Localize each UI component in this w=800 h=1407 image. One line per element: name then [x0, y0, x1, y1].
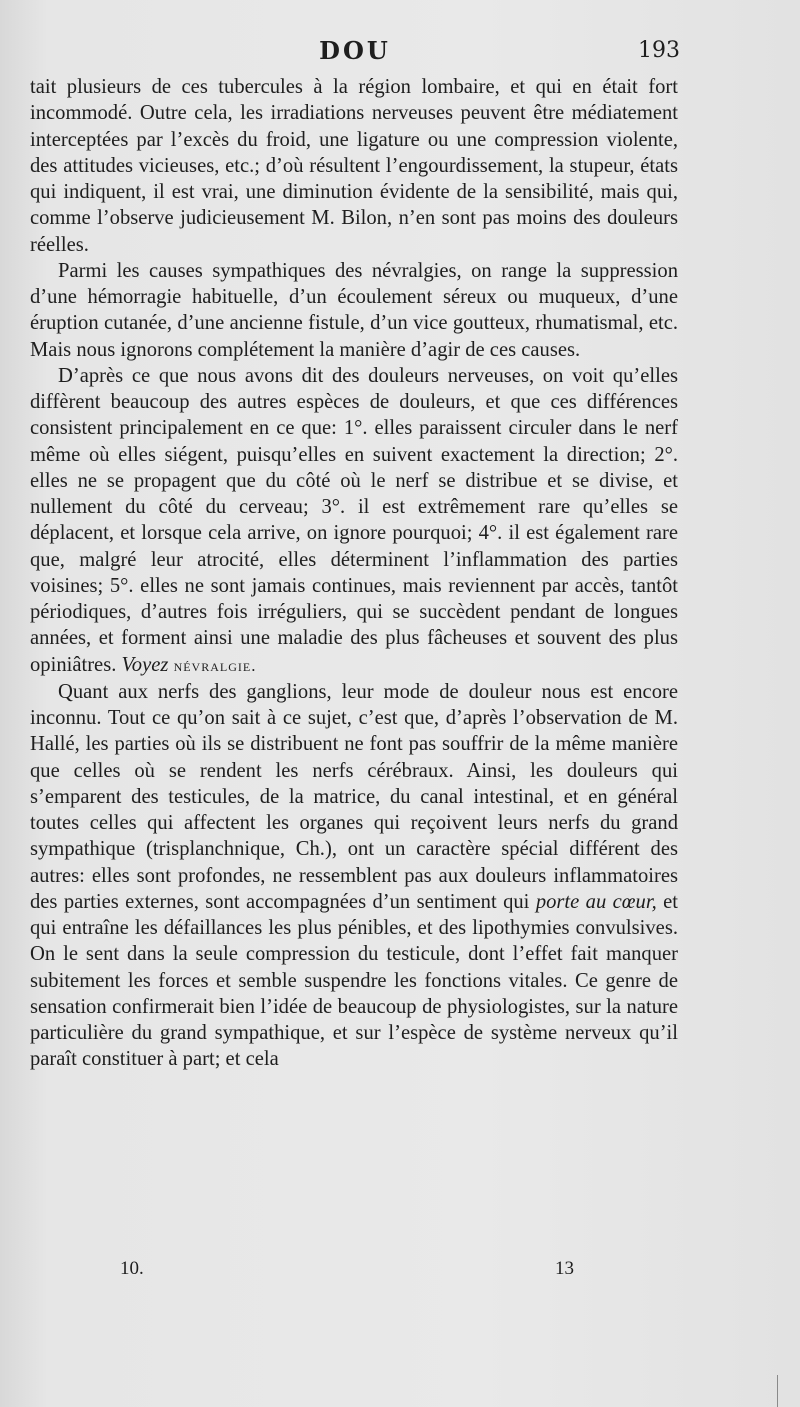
paragraph-4-text-part-2: et qui entraîne les défaillances les plus pénibles, et des lipothymies convulsives. On le sent dans la seule compression du testicule, dont l’effet fait manquer subitement les forces et semble suspendre les fonctions vitales. Ce genre de sensation confirmerait bien l’idée de beaucoup de physiologistes, sur la nature particulière du grand sympathique, et sur l’espèce de système nerveux qu’il paraît constituer à part; et cela — [30, 890, 679, 1071]
page-edge-mark — [777, 1375, 778, 1407]
paragraph-4 — [30, 679, 678, 1073]
volume-signature: 10. — [120, 1258, 144, 1279]
page-header — [30, 36, 680, 70]
paragraph-4-italic-phrase: porte au cœur, — [535, 890, 657, 913]
paragraph-2: Parmi les causes sympathiques des névralgies, on range la suppression d’une hémorragie habituelle, d’un écoulement séreux ou muqueux, d’une éruption cutanée, d’une ancienne fistule, d’un vice goutteux, rhumatismal, etc. Mais nous ignorons complétement la manière d’agir de ces causes. — [30, 259, 678, 361]
page-number: 193 — [638, 38, 680, 63]
paragraph-4-text-part-1: Quant aux nerfs des ganglions, leur mode de douleur nous est encore inconnu. Tout ce qu’on sait à ce sujet, c’est que, d’après l’observation de M. Hallé, les parties où ils se distribuent ne font pas souffrir de la même manière que celles où se rendent les nerfs cérébraux. Ainsi, les douleurs qui s’emparent des testicules, de la matrice, du canal intestinal, et en général toutes celles qui affectent les organes qui reçoivent leurs nerfs du grand sympathique (trisplanchnique, Ch.), ont un caractère spécial différent des autres: elles sont profondes, ne ressemblent pas aux douleurs inflammatoires des parties externes, sont accompagnées d’un sentiment qui — [30, 680, 678, 913]
sheet-signature: 13 — [555, 1258, 574, 1279]
voyez-reference: Voyez — [121, 653, 169, 676]
paragraph-3 — [30, 363, 678, 679]
paragraph-3-text: D’après ce que nous avons dit des douleurs nerveuses, on voit qu’elles diffèrent beaucoup des autres espèces de douleurs, et que ces différences consistent principalement en ce que: 1°. elles paraissent circuler dans le nerf même où elles siégent, puisqu’elles en suivent exactement la direction; 2°. elles ne se propagent que du côté où le nerf se distribue et se divise, et nullement du côté du cerveau; 3°. il est extrêmement rare qu’elles se déplacent, et lorsque cela arrive, on ignore pourquoi; 4°. il est également rare que, malgré leur atrocité, elles déterminent l’inflammation des parties voisines; 5°. elles ne sont jamais continues, mais reviennent par accès, tantôt périodiques, d’autres fois irréguliers, qui se succèdent pendant de longues années, et forment ainsi une maladie des plus fâcheuses et souvent des plus opiniâtres. — [30, 364, 678, 676]
cross-reference-nevralgie: névralgie. — [173, 655, 257, 675]
body-text — [30, 74, 678, 1073]
page-footer — [30, 1258, 680, 1288]
paragraph-1: tait plusieurs de ces tubercules à la région lombaire, et qui en était fort incommodé. Outre cela, les irradiations nerveuses peuvent être médiatement interceptées par l’excès du froid, une ligature ou une compression violente, des attitudes vicieuses, etc.; d’où résultent l’engourdissement, la stupeur, états qui indiquent, il est vrai, une diminution évidente de la sensibilité, mais qui, comme l’observe judicieusement M. Bilon, n’en sont pas moins des douleurs réelles. — [30, 76, 678, 256]
running-head: DOU — [319, 36, 391, 65]
